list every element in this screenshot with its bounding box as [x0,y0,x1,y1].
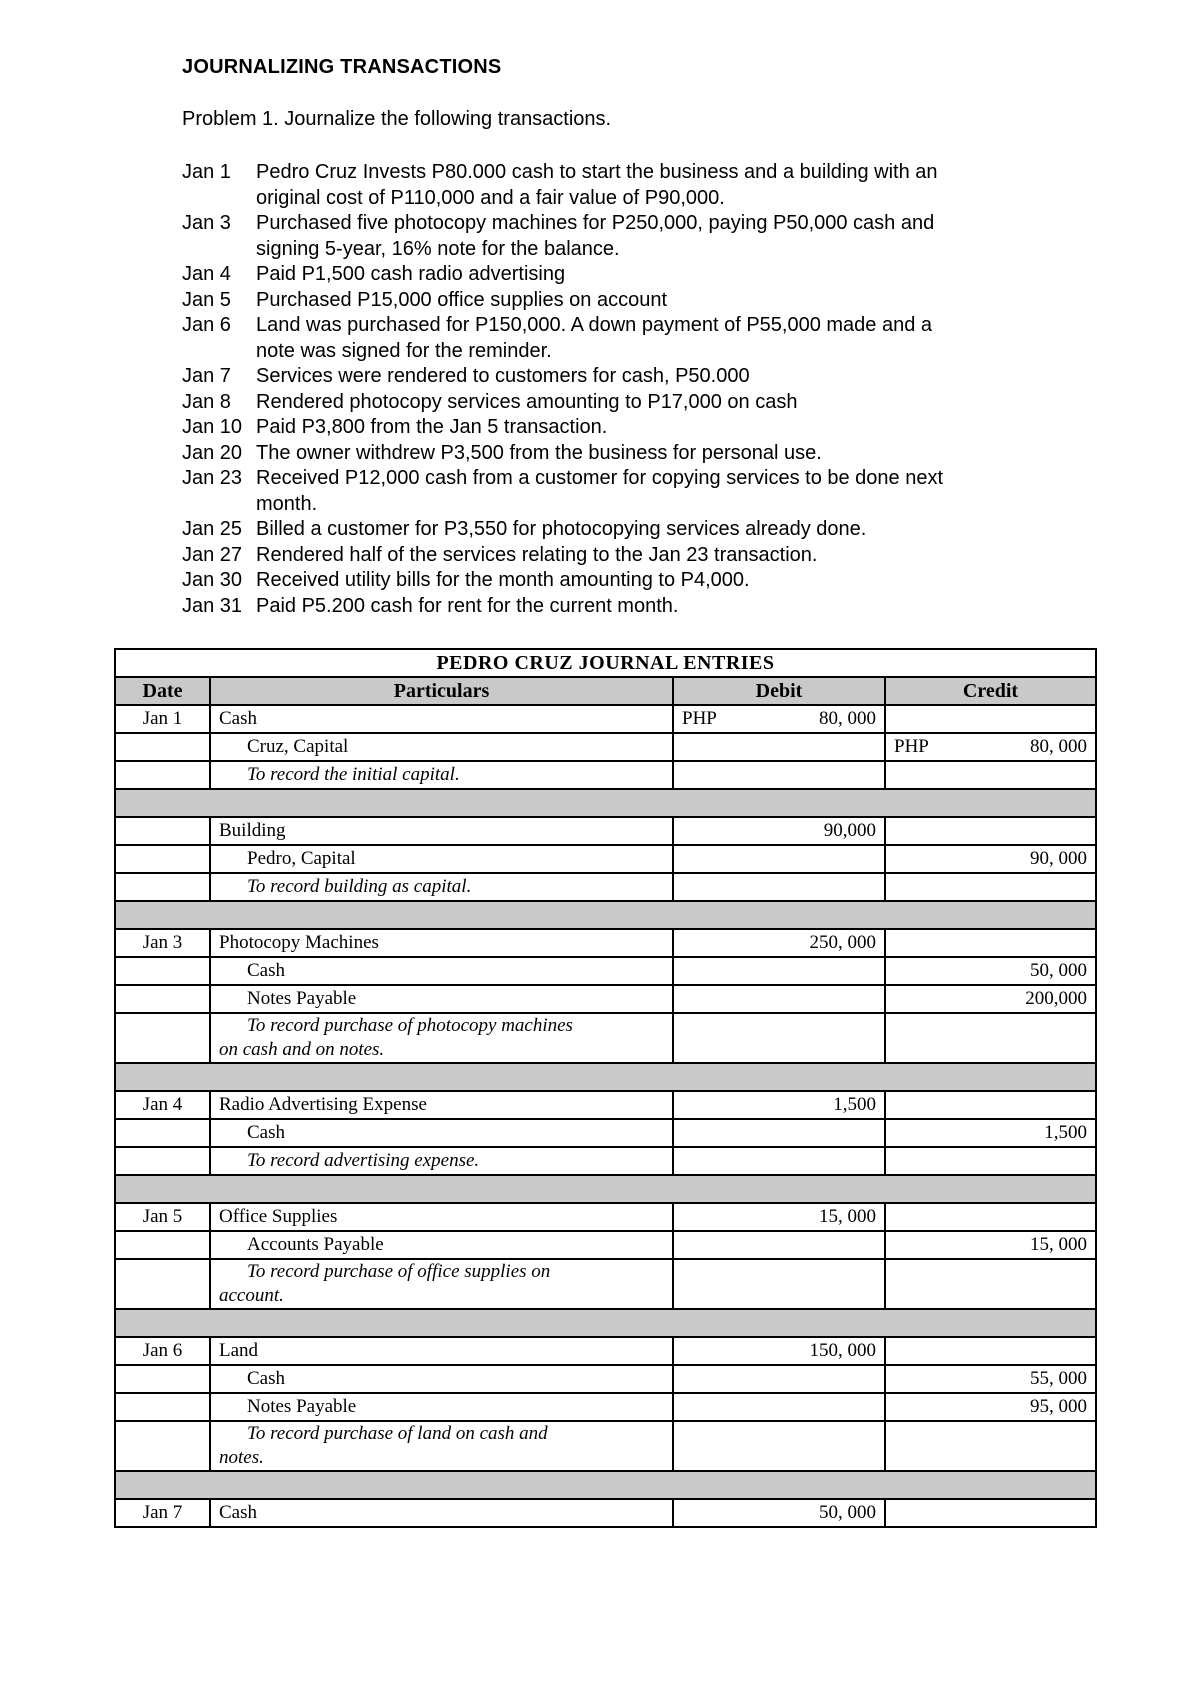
transaction-date: Jan 20 [182,441,243,464]
table-row [115,929,1096,957]
journal-table [114,648,1097,1528]
credit-account: Cruz, Capital [210,733,673,761]
entry-memo: To record purchase of photocopy machines on cash and on notes. [210,1013,673,1063]
column-header-credit: Credit [885,677,1096,705]
credit-amount: 50, 000 [885,957,1096,985]
transaction-text: Received utility bills for the month amounting to P4,000. [256,569,750,591]
credit-account: Notes Payable [210,985,673,1013]
entry-memo: To record the initial capital. [210,761,673,789]
table-row [115,733,1096,761]
transaction-text-continued: month. [256,492,318,515]
transaction-text: The owner withdrew P3,500 from the business for personal use. [256,441,822,464]
transaction-item [182,288,1062,314]
transaction-date: Jan 23 [182,467,243,489]
transaction-date: Jan 3 [182,212,231,234]
journal-title: PEDRO CRUZ JOURNAL ENTRIES [115,649,1096,677]
table-row [115,1203,1096,1231]
transaction-date: Jan 10 [182,416,243,438]
separator-row [115,1175,1096,1203]
transaction-text: Paid P5.200 cash for rent for the current month. [256,594,679,617]
debit-account: Building [210,817,673,845]
table-row [115,1499,1096,1527]
table-row [115,845,1096,873]
table-row [115,985,1096,1013]
column-header-particulars: Particulars [210,677,673,705]
transaction-date: Jan 6 [182,314,231,336]
table-row [115,1091,1096,1119]
transaction-text-continued: original cost of P110,000 and a fair value of P90,000. [256,186,725,209]
transaction-text: Land was purchased for P150,000. A down payment of P55,000 made and a [256,314,933,336]
debit-amount: 150, 000 [673,1337,885,1365]
entry-date: Jan 7 [115,1499,210,1527]
debit-account: Cash [210,705,673,733]
credit-account: Notes Payable [210,1393,673,1421]
entry-date: Jan 1 [115,705,210,733]
table-row [115,1119,1096,1147]
table-row [115,817,1096,845]
separator-row [115,789,1096,817]
transaction-text: Purchased five photocopy machines for P250,000, paying P50,000 cash and [256,212,935,234]
debit-account: Radio Advertising Expense [210,1091,673,1119]
table-row [115,1421,1096,1471]
debit-account: Office Supplies [210,1203,673,1231]
credit-amount: 95, 000 [885,1393,1096,1421]
entry-date: Jan 4 [115,1091,210,1119]
entry-memo: To record advertising expense. [210,1147,673,1175]
separator-row [115,1309,1096,1337]
transaction-item [182,466,1062,517]
separator-row [115,901,1096,929]
debit-account: Photocopy Machines [210,929,673,957]
debit-amount: 50, 000 [673,1499,885,1527]
transaction-date: Jan 4 [182,263,231,285]
transaction-text: Billed a customer for P3,550 for photocopying services already done. [256,518,867,540]
transaction-date: Jan 27 [182,543,243,566]
table-row [115,1337,1096,1365]
transaction-item [182,160,1062,211]
transaction-list [182,160,1062,619]
transaction-date: Jan 8 [182,390,231,413]
transaction-date: Jan 30 [182,569,243,591]
debit-account: Cash [210,1499,673,1527]
debit-amount [673,705,885,733]
separator-row [115,1063,1096,1091]
table-row [115,1147,1096,1175]
table-row [115,1231,1096,1259]
transaction-item [182,517,1062,543]
transaction-text: Purchased P15,000 office supplies on account [256,288,668,311]
table-row [115,957,1096,985]
currency-label: PHP [682,708,717,729]
entry-memo: To record building as capital. [210,873,673,901]
table-row [115,1013,1096,1063]
table-row [115,1393,1096,1421]
credit-amount: 200,000 [885,985,1096,1013]
column-header-date: Date [115,677,210,705]
transaction-item [182,568,1062,594]
transaction-text: Paid P3,800 from the Jan 5 transaction. [256,416,608,438]
transaction-text: Pedro Cruz Invests P80.000 cash to start the business and a building with an [256,161,938,183]
transaction-item [182,441,1062,467]
transaction-item [182,262,1062,288]
currency-label: PHP [894,736,929,757]
table-row [115,705,1096,733]
transaction-date: Jan 1 [182,161,231,183]
credit-amount [885,733,1096,761]
transaction-text: Rendered half of the services relating to the Jan 23 transaction. [256,543,818,566]
transaction-item [182,390,1062,416]
credit-account: Cash [210,1365,673,1393]
credit-account: Cash [210,1119,673,1147]
transaction-item [182,543,1062,569]
transaction-text: Received P12,000 cash from a customer for copying services to be done next [256,467,944,489]
transaction-item [182,313,1062,364]
credit-account: Pedro, Capital [210,845,673,873]
transaction-text: Rendered photocopy services amounting to P17,000 on cash [256,390,798,413]
transaction-item [182,364,1062,390]
transaction-item [182,415,1062,441]
debit-amount: 15, 000 [673,1203,885,1231]
table-row [115,873,1096,901]
transaction-text-continued: note was signed for the reminder. [256,339,552,362]
entry-date [115,817,210,845]
transaction-date: Jan 7 [182,365,231,387]
credit-amount: 1,500 [885,1119,1096,1147]
transaction-item [182,594,1062,620]
entry-memo: To record purchase of office supplies on account. [210,1259,673,1309]
table-row [115,761,1096,789]
column-header-debit: Debit [673,677,885,705]
debit-value: 80, 000 [819,708,876,729]
transaction-text: Services were rendered to customers for cash, P50.000 [256,365,750,387]
debit-amount: 250, 000 [673,929,885,957]
credit-amount: 90, 000 [885,845,1096,873]
entry-date: Jan 5 [115,1203,210,1231]
debit-amount: 1,500 [673,1091,885,1119]
separator-row [115,1471,1096,1499]
transaction-date: Jan 5 [182,288,231,311]
transaction-date: Jan 31 [182,594,243,617]
table-row [115,1259,1096,1309]
credit-amount: 55, 000 [885,1365,1096,1393]
entry-date: Jan 6 [115,1337,210,1365]
document-heading: JOURNALIZING TRANSACTIONS [182,56,502,78]
table-row [115,1365,1096,1393]
credit-account: Accounts Payable [210,1231,673,1259]
transaction-text-continued: signing 5-year, 16% note for the balance. [256,237,620,260]
credit-account: Cash [210,957,673,985]
transaction-item [182,211,1062,262]
debit-account: Land [210,1337,673,1365]
credit-amount: 15, 000 [885,1231,1096,1259]
problem-statement: Problem 1. Journalize the following transactions. [182,108,612,130]
entry-date: Jan 3 [115,929,210,957]
transaction-date: Jan 25 [182,518,243,540]
transaction-text: Paid P1,500 cash radio advertising [256,263,566,285]
credit-value: 80, 000 [1030,736,1087,757]
debit-amount: 90,000 [673,817,885,845]
entry-memo: To record purchase of land on cash and notes. [210,1421,673,1471]
